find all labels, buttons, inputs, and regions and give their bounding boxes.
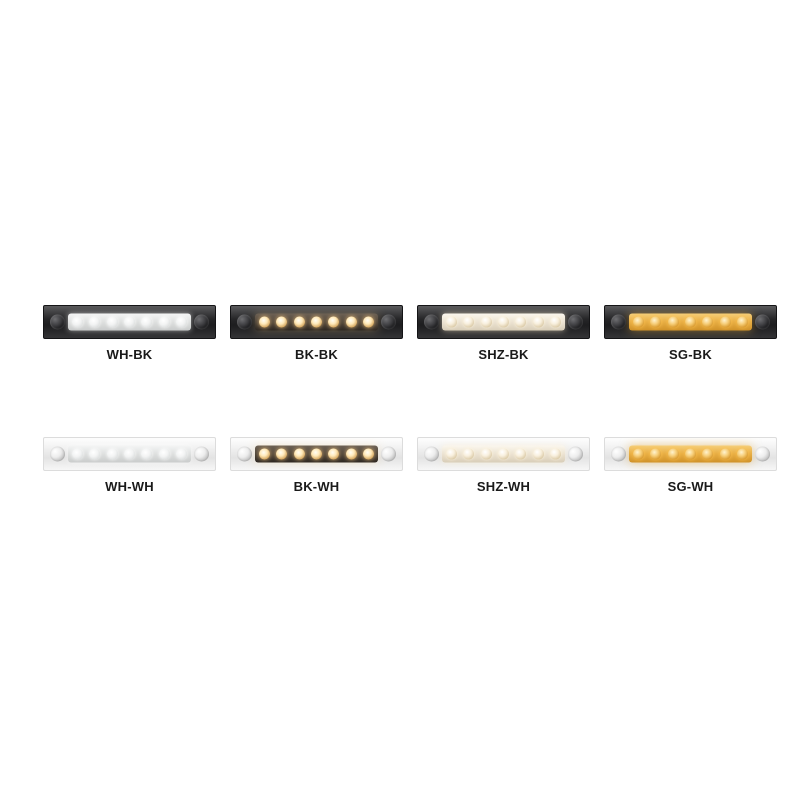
led-emitter-icon bbox=[311, 317, 322, 328]
led-emitter-icon bbox=[176, 317, 187, 328]
mounting-screw-icon bbox=[755, 315, 770, 330]
led-emitter-icon bbox=[737, 449, 748, 460]
led-emitter-icon bbox=[311, 449, 322, 460]
variant-caption: BK-BK bbox=[295, 347, 338, 362]
led-lens-strip bbox=[629, 314, 752, 331]
mounting-screw-icon bbox=[568, 447, 583, 462]
variant-caption: SG-WH bbox=[667, 479, 714, 494]
led-emitter-icon bbox=[515, 317, 526, 328]
mounting-screw-icon bbox=[381, 447, 396, 462]
mounting-screw-icon bbox=[50, 315, 65, 330]
mounting-screw-icon bbox=[755, 447, 770, 462]
led-lens-strip bbox=[629, 446, 752, 463]
led-emitter-icon bbox=[294, 317, 305, 328]
mounting-screw-icon bbox=[611, 447, 626, 462]
mounting-screw-icon bbox=[424, 315, 439, 330]
variant-row-white-housing bbox=[0, 437, 800, 495]
mounting-screw-icon bbox=[568, 315, 583, 330]
led-lens-strip bbox=[442, 446, 565, 463]
led-emitter-icon bbox=[498, 449, 509, 460]
led-emitter-icon bbox=[481, 449, 492, 460]
led-emitter-icon bbox=[550, 449, 561, 460]
led-emitter-icon bbox=[276, 317, 287, 328]
led-emitter-icon bbox=[159, 449, 170, 460]
led-emitter-icon bbox=[363, 317, 374, 328]
led-emitter-icon bbox=[159, 317, 170, 328]
led-emitter-icon bbox=[498, 317, 509, 328]
led-fixture-bar bbox=[604, 437, 777, 471]
led-emitter-icon bbox=[124, 317, 135, 328]
variant-caption: SG-BK bbox=[669, 347, 712, 362]
led-emitter-icon bbox=[463, 449, 474, 460]
led-fixture-bar bbox=[43, 305, 216, 339]
led-emitter-icon bbox=[89, 449, 100, 460]
mounting-screw-icon bbox=[50, 447, 65, 462]
mounting-screw-icon bbox=[237, 447, 252, 462]
led-fixture-bar bbox=[604, 305, 777, 339]
led-emitter-icon bbox=[294, 449, 305, 460]
led-emitter-icon bbox=[650, 317, 661, 328]
mounting-screw-icon bbox=[237, 315, 252, 330]
led-emitter-icon bbox=[328, 317, 339, 328]
led-fixture-bar bbox=[43, 437, 216, 471]
led-fixture-bar bbox=[417, 437, 590, 471]
led-emitter-icon bbox=[533, 317, 544, 328]
led-emitter-icon bbox=[702, 449, 713, 460]
led-emitter-icon bbox=[328, 449, 339, 460]
mounting-screw-icon bbox=[194, 447, 209, 462]
variant-caption: WH-WH bbox=[105, 479, 154, 494]
led-fixture-bar bbox=[230, 305, 403, 339]
led-emitter-icon bbox=[737, 317, 748, 328]
product-variant-bk-wh[interactable] bbox=[229, 437, 404, 495]
mounting-screw-icon bbox=[424, 447, 439, 462]
led-emitter-icon bbox=[515, 449, 526, 460]
product-variant-wh-bk[interactable] bbox=[42, 305, 217, 363]
led-emitter-icon bbox=[633, 449, 644, 460]
led-emitter-icon bbox=[550, 317, 561, 328]
led-emitter-icon bbox=[363, 449, 374, 460]
led-emitter-icon bbox=[685, 449, 696, 460]
product-variant-sg-wh[interactable] bbox=[603, 437, 778, 495]
led-emitter-icon bbox=[668, 449, 679, 460]
led-emitter-icon bbox=[446, 317, 457, 328]
led-emitter-icon bbox=[720, 317, 731, 328]
led-emitter-icon bbox=[633, 317, 644, 328]
product-variant-wh-wh[interactable] bbox=[42, 437, 217, 495]
variant-row-black-housing bbox=[0, 305, 800, 363]
led-lens-strip bbox=[255, 446, 378, 463]
led-lens-strip bbox=[68, 446, 191, 463]
led-emitter-icon bbox=[124, 449, 135, 460]
led-emitter-icon bbox=[481, 317, 492, 328]
led-emitter-icon bbox=[446, 449, 457, 460]
led-emitter-icon bbox=[72, 317, 83, 328]
led-emitter-icon bbox=[276, 449, 287, 460]
product-variant-sg-bk[interactable] bbox=[603, 305, 778, 363]
led-fixture-bar bbox=[230, 437, 403, 471]
mounting-screw-icon bbox=[194, 315, 209, 330]
product-variant-shz-bk[interactable] bbox=[416, 305, 591, 363]
mounting-screw-icon bbox=[611, 315, 626, 330]
variant-caption: WH-BK bbox=[106, 347, 153, 362]
product-variant-shz-wh[interactable] bbox=[416, 437, 591, 495]
led-emitter-icon bbox=[176, 449, 187, 460]
led-emitter-icon bbox=[702, 317, 713, 328]
led-emitter-icon bbox=[141, 449, 152, 460]
mounting-screw-icon bbox=[381, 315, 396, 330]
led-emitter-icon bbox=[89, 317, 100, 328]
led-emitter-icon bbox=[668, 317, 679, 328]
led-emitter-icon bbox=[107, 449, 118, 460]
led-emitter-icon bbox=[533, 449, 544, 460]
led-emitter-icon bbox=[346, 449, 357, 460]
variant-caption: SHZ-BK bbox=[478, 347, 529, 362]
led-emitter-icon bbox=[141, 317, 152, 328]
led-fixture-bar bbox=[417, 305, 590, 339]
variant-caption: SHZ-WH bbox=[476, 479, 531, 494]
product-variant-bk-bk[interactable] bbox=[229, 305, 404, 363]
led-emitter-icon bbox=[463, 317, 474, 328]
led-lens-strip bbox=[442, 314, 565, 331]
led-emitter-icon bbox=[650, 449, 661, 460]
led-emitter-icon bbox=[107, 317, 118, 328]
led-emitter-icon bbox=[259, 317, 270, 328]
variant-caption: BK-WH bbox=[293, 479, 340, 494]
led-lens-strip bbox=[68, 314, 191, 331]
led-emitter-icon bbox=[259, 449, 270, 460]
led-emitter-icon bbox=[720, 449, 731, 460]
led-emitter-icon bbox=[346, 317, 357, 328]
led-emitter-icon bbox=[72, 449, 83, 460]
led-emitter-icon bbox=[685, 317, 696, 328]
led-lens-strip bbox=[255, 314, 378, 331]
